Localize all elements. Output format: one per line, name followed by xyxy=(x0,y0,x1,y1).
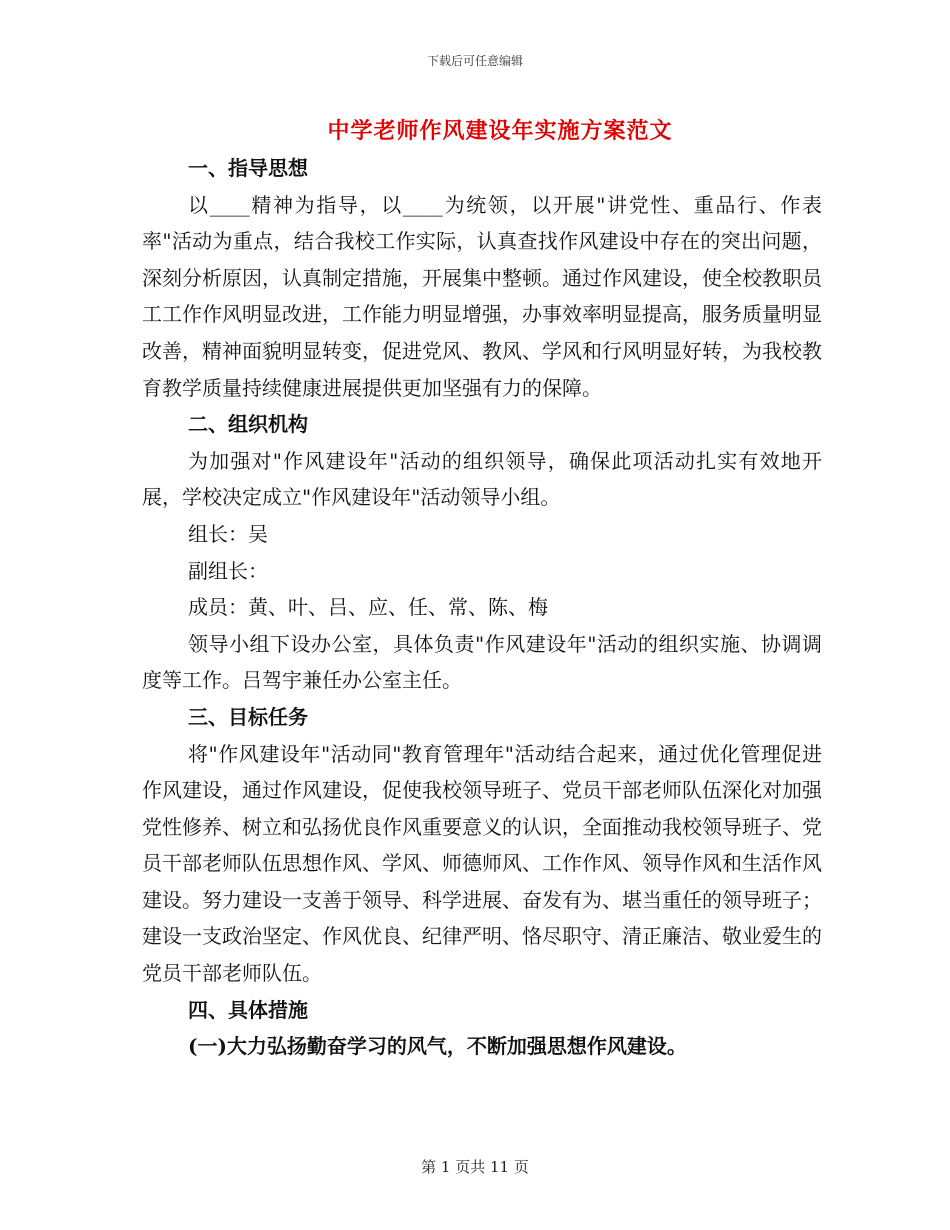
leader-line: 组长：吴 xyxy=(188,521,268,546)
paragraph-organization: 为加强对"作风建设年"活动的组织领导，确保此项活动扎实有效地开展，学校决定成立"作风建设年"活动领导小组。 xyxy=(142,448,822,510)
section-heading-goals: 三、目标任务 xyxy=(188,704,308,729)
paragraph-goals: 将"作风建设年"活动同"教育管理年"活动结合起来，通过优化管理促进作风建设，通过作风建设，促使我校领导班子、党员干部老师队伍深化对加强党性修养、树立和弘扬优良作风重要意义的认识，全面推动我校领导班子、党员干部老师队伍思想作风、学风、师德师风、工作作风、领导作风和生活作风建设。努力建设一支善于领导、科学进展、奋发有为、堪当重任的领导班子；建设一支政治坚定、作风优良、纪律严明、恪尽职守、清正廉洁、敬业爱生的党员干部老师队伍。 xyxy=(142,741,822,986)
section-heading-organization: 二、组织机构 xyxy=(188,412,308,437)
subsection-heading-1: (一)大力弘扬勤奋学习的风气，不断加强思想作风建设。 xyxy=(188,1034,687,1059)
paragraph-guiding-ideology: 以____精神为指导，以____为统领，以开展"讲党性、重品行、作表率"活动为重点，结合我校工作实际，认真查找作风建设中存在的突出问题，深刻分析原因，认真制定措施，开展集中整顿。通过作风建设，使全校教职员工工作作风明显改进，工作能力明显增强，办事效率明显提高，服务质量明显改善，精神面貌明显转变，促进党风、教风、学风和行风明显好转，为我校教育教学质量持续健康进展提供更加坚强有力的保障。 xyxy=(142,192,822,400)
document-body xyxy=(142,150,822,1065)
page-header: 下载后可任意编辑 xyxy=(426,54,523,68)
section-heading-guiding-ideology: 一、指导思想 xyxy=(188,156,308,180)
deputy-leader-line: 副组长： xyxy=(188,558,268,583)
members-line: 成员：黄、叶、吕、应、任、常、陈、梅 xyxy=(188,595,548,620)
document-title: 中学老师作风建设年实施方案范文 xyxy=(327,118,673,144)
section-heading-measures: 四、具体措施 xyxy=(188,997,308,1022)
paragraph-office: 领导小组下设办公室，具体负责"作风建设年"活动的组织实施、协调调度等工作。吕驾宇兼任办公室主任。 xyxy=(142,631,822,693)
page-footer: 第 1 页共 11 页 xyxy=(421,1158,529,1176)
